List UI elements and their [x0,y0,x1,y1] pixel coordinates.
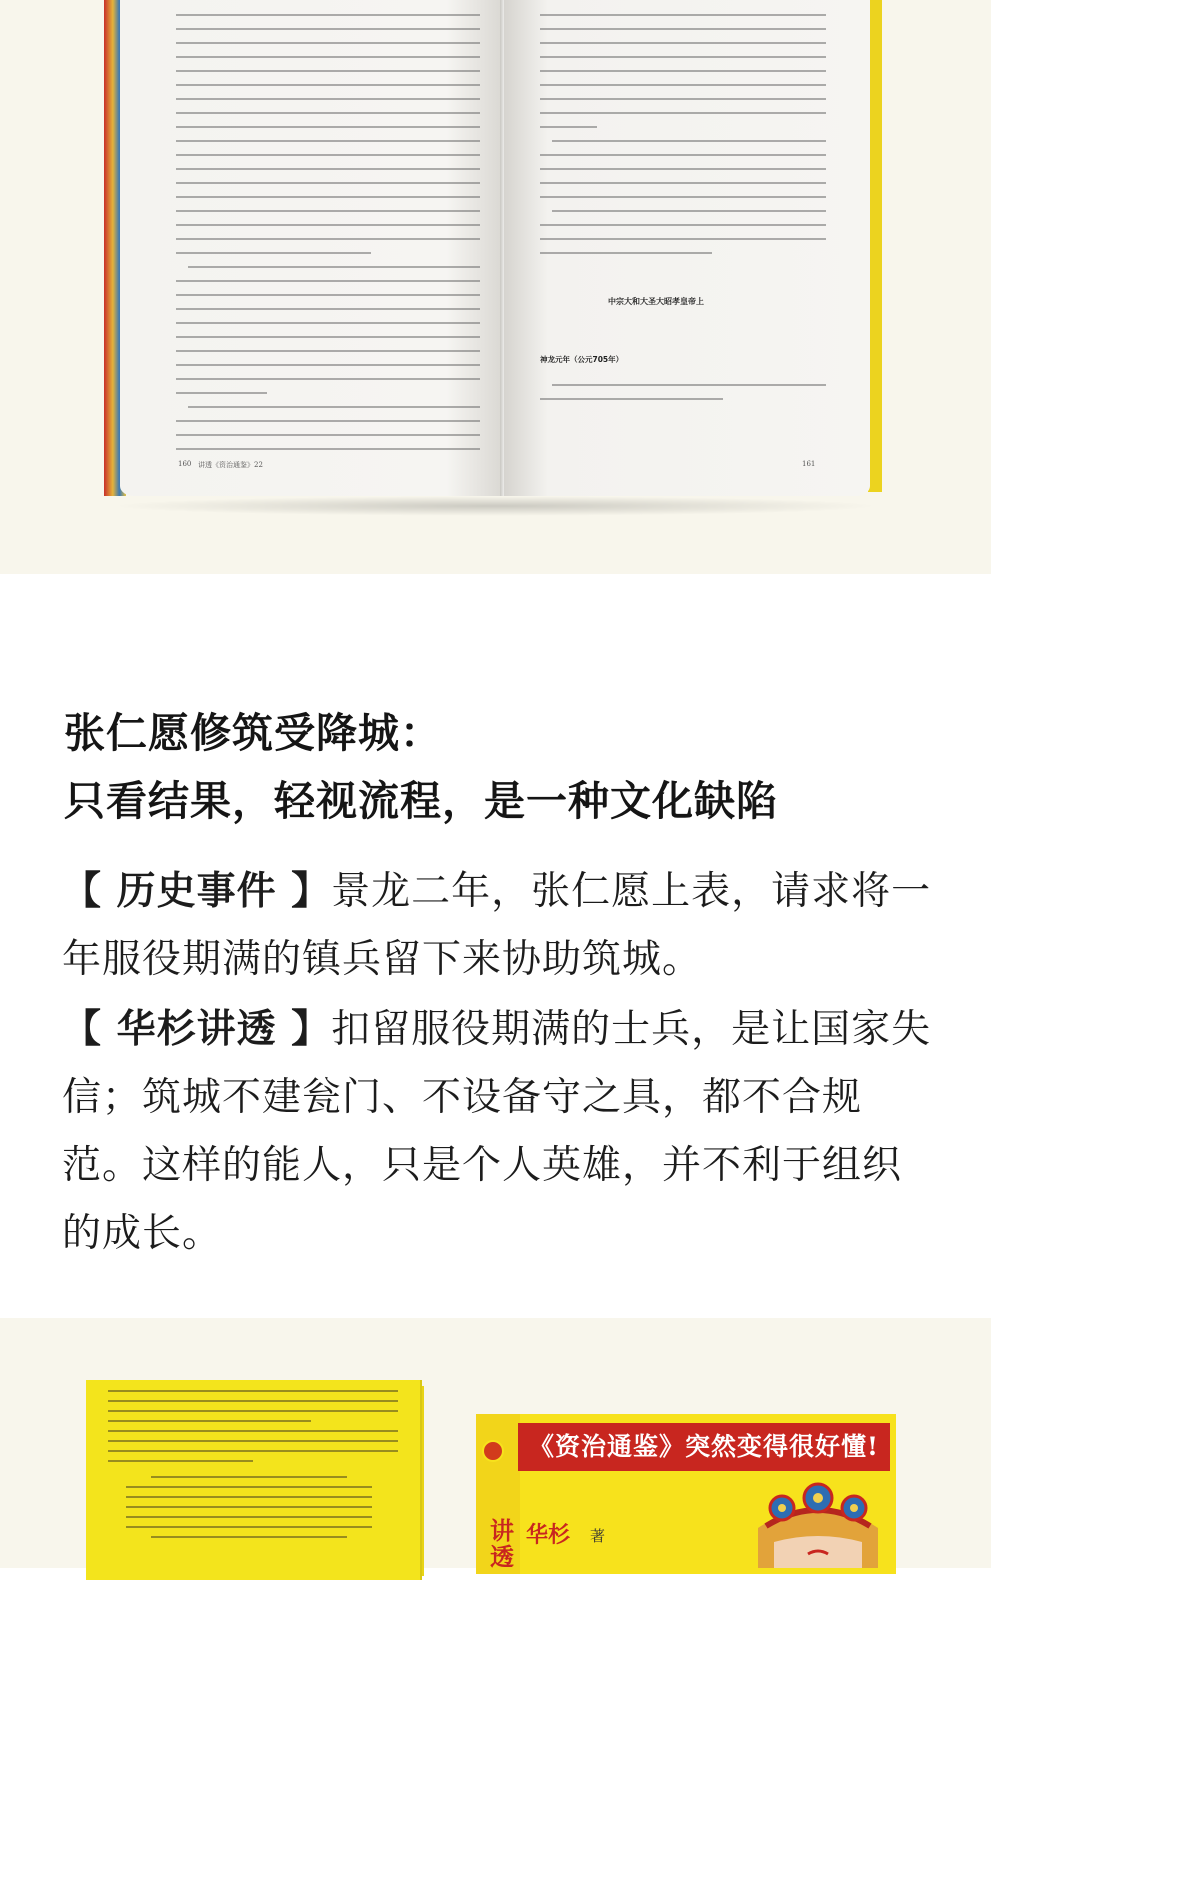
book-left-page [120,0,504,496]
left-page-number: 160 [178,460,192,468]
analysis-tag: 【 华杉讲透 】 [62,1007,332,1052]
back-book-cover [86,1380,420,1580]
side-title: 讲透 [490,1517,514,1571]
history-event-tag: 【 历史事件 】 [62,869,332,914]
open-book-image [104,0,882,512]
headline-line-1: 张仁愿修筑受降城： [64,709,442,757]
analysis-paragraph [62,996,932,1268]
left-page-text-block [176,14,480,462]
cover-author-suffix: 著 [590,1527,606,1545]
cover-banner: 《资治通鉴》突然变得很好懂! [518,1423,890,1471]
year-heading: 神龙元年（公元705年） [540,355,624,364]
headline-line-2: 只看结果，轻视流程，是一种文化缺陷 [64,777,778,825]
chapter-title: 中宗大和大圣大昭孝皇帝上 [608,297,704,306]
right-page-entry-text [540,384,826,412]
book-right-page [504,0,870,496]
history-event-paragraph [62,858,932,994]
history-event-text: 景龙二年，张仁愿上表，请求将一年服役期满的镇兵留下来协助筑城。 [62,869,932,982]
left-running-head: 讲透《资治通鉴》22 [198,461,263,469]
cover-author: 华杉 [526,1522,571,1548]
book-shadow [110,496,880,516]
right-page-text-block [540,14,826,266]
book-cover-edge-right [868,0,882,492]
analysis-text: 扣留服役期满的士兵，是让国家失信；筑城不建瓮门、不设备守之具，都不合规范。这样的能人，只是个人英雄，并不利于组织的成长。 [62,1007,932,1256]
emperor-crown-illustration-icon [752,1468,884,1568]
right-page-number: 161 [802,460,816,468]
publisher-badge-icon [482,1440,504,1462]
